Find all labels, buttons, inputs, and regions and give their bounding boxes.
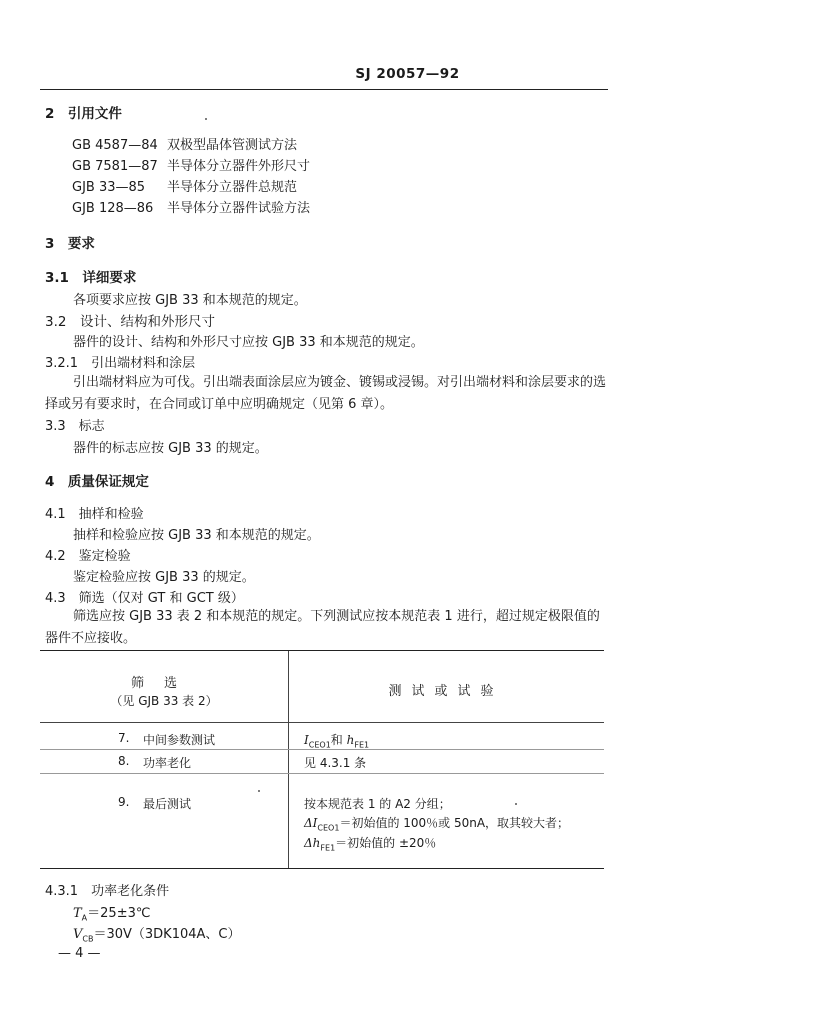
- table-header-rule: [40, 722, 604, 723]
- table-row-test-line: 按本规范表 1 的 A2 分组；: [304, 797, 451, 811]
- section-3-2-1-text: 引出端材料应为可伐。引出端表面涂层应为镀金、镀锡或浸锡。对引出端材料和涂层要求的选择或另有要求时，在合同或订单中应明确规定（见第 6 章）。: [45, 375, 607, 412]
- table-row-number: 8.: [118, 754, 130, 768]
- reference-item: [72, 177, 310, 198]
- reference-code: GB 4587—84: [72, 138, 158, 153]
- reference-title: 半导体分立器件总规范: [167, 180, 298, 195]
- header-rule: [40, 89, 608, 90]
- table-row-divider: [40, 773, 604, 774]
- table-top-rule: [40, 650, 604, 651]
- reference-title: 双极型晶体管测试方法: [167, 138, 298, 153]
- section-4-3-text: 筛选应按 GJB 33 表 2 和本规范的规定。下列测试应按本规范表 1 进行，超过规定极限值的器件不应接收。: [45, 609, 600, 646]
- reference-title: 半导体分立器件外形尺寸: [167, 159, 311, 174]
- section-3-3-text: 器件的标志应按 GJB 33 的规定。: [73, 441, 268, 456]
- reference-code: GB 7581—87: [72, 159, 158, 174]
- section-3-1-heading: 3.1 详细要求: [45, 270, 137, 286]
- reference-item: [72, 198, 310, 219]
- reference-code: GJB 33—85: [72, 180, 146, 195]
- document-code-header: SJ 20057—92: [355, 66, 460, 82]
- reference-code: GJB 128—86: [72, 201, 154, 216]
- table-header-test: 测试或试验: [388, 684, 504, 699]
- section-4-heading: 4 质量保证规定: [45, 474, 149, 490]
- table-header-screening-note: （见 GJB 33 表 2）: [110, 694, 218, 708]
- ambient-temperature-condition: $T_A=25\pm 3℃$: [73, 906, 151, 923]
- section-4-3-heading: 4.3 筛选（仅对 GT 和 GCT 级）: [45, 591, 244, 606]
- scan-speck: [515, 803, 517, 805]
- section-4-1-heading: 4.1 抽样和检验: [45, 507, 144, 522]
- section-3-3-heading: 3.3 标志: [45, 419, 105, 434]
- section-3-2-heading: 3.2 设计、结构和外形尺寸: [45, 314, 215, 330]
- table-row-test-line: $\Delta I_{CEO1}=$初始值的 100％或 50nA，取其较大者；: [304, 816, 570, 833]
- scan-speck: [205, 118, 207, 120]
- table-row-name: 最后测试: [143, 797, 192, 811]
- table-row-divider: [40, 749, 604, 750]
- reference-item: [72, 156, 310, 177]
- section-3-2-text: 器件的设计、结构和外形尺寸应按 GJB 33 和本规范的规定。: [73, 335, 424, 350]
- table-row-test: $I_{CEO1}$和 $h_{FE1}$: [304, 733, 370, 750]
- table-header-screening: 筛选: [130, 676, 197, 691]
- table-row-name: 中间参数测试: [143, 733, 216, 747]
- table-row-test: 见 4.3.1 条: [304, 756, 367, 770]
- section-4-1-text: 抽样和检验应按 GJB 33 和本规范的规定。: [73, 528, 320, 543]
- reference-list: [72, 135, 310, 219]
- table-bottom-rule: [40, 868, 604, 869]
- section-4-2-heading: 4.2 鉴定检验: [45, 549, 131, 564]
- table-row-test-line: $\Delta h_{FE1}=$初始值的 ±20％: [304, 836, 437, 853]
- section-3-2-1-heading: 3.2.1 引出端材料和涂层: [45, 356, 196, 371]
- collector-base-voltage-condition: $V_{CB}=30V(3DK104A$、C）: [73, 927, 241, 944]
- reference-title: 半导体分立器件试验方法: [167, 201, 311, 216]
- section-2-heading: 2 引用文件: [45, 106, 122, 122]
- section-3-1-text: 各项要求应按 GJB 33 和本规范的规定。: [73, 293, 307, 308]
- page-number: — 4 —: [58, 946, 101, 961]
- section-4-3-1-heading: 4.3.1 功率老化条件: [45, 884, 170, 899]
- table-row-number: 7.: [118, 731, 130, 745]
- table-row-number: 9.: [118, 795, 130, 809]
- scan-speck: [258, 790, 260, 792]
- reference-item: [72, 135, 310, 156]
- section-3-heading: 3 要求: [45, 236, 95, 252]
- section-4-2-text: 鉴定检验应按 GJB 33 的规定。: [73, 570, 255, 585]
- table-row-name: 功率老化: [143, 756, 192, 770]
